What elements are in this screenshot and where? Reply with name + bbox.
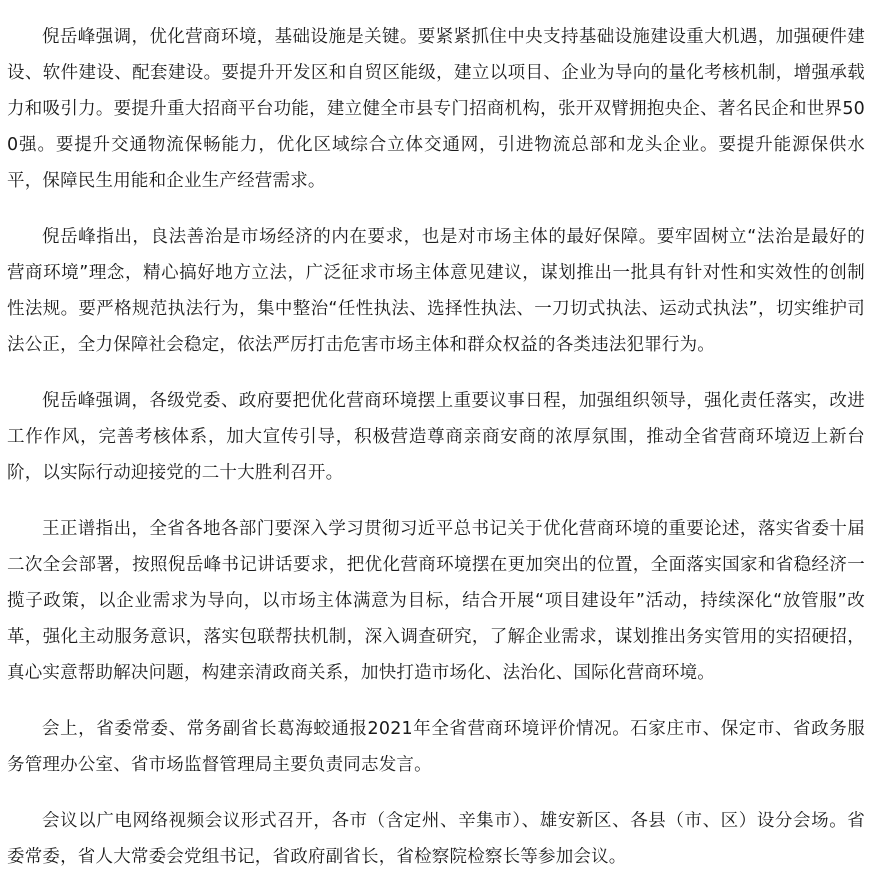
paragraph-infrastructure: 倪岳峰强调，优化营商环境，基础设施是关键。要紧紧抓住中央支持基础设施建设重大机遇，加强硬件建设、软件建设、配套建设。要提升开发区和自贸区能级，建立以项目、企业为导向的量化考核机制，增强承载力和吸引力。要提升重大招商平台功能，建立健全市县专门招商机构，张开双臂拥抱央企、著名民企和世界500强。要提升交通物流保畅能力，优化区域综合立体交通网，引进物流总部和龙头企业。要提升能源保供水平，保障民生用能和企业生产经营需求。 — [7, 27, 865, 191]
paragraph-meeting-report: 会上，省委常委、常务副省长葛海蛟通报2021年全省营商环境评价情况。石家庄市、保定市、省政务服务管理办公室、省市场监督管理局主要负责同志发言。 — [7, 719, 865, 775]
paragraph-rule-of-law: 倪岳峰指出，良法善治是市场经济的内在要求，也是对市场主体的最好保障。要牢固树立“法治是最好的营商环境”理念，精心搞好地方立法，广泛征求市场主体意见建议，谋划推出一批具有针对性和实效性的创制性法规。要严格规范执法行为，集中整治“任性执法、选择性执法、一刀切式执法、运动式执法”，切实维护司法公正，全力保障社会稳定，依法严厉打击危害市场主体和群众权益的各类违法犯罪行为。 — [7, 227, 865, 355]
paragraph-meeting-format: 会议以广电网络视频会议形式召开，各市（含定州、辛集市）、雄安新区、各县（市、区）设分会场。省委常委，省人大常委会党组书记，省政府副省长，省检察院检察长等参加会议。 — [7, 811, 865, 867]
paragraph-party-committees: 倪岳峰强调，各级党委、政府要把优化营商环境摆上重要议事日程，加强组织领导，强化责任落实，改进工作作风，完善考核体系，加大宣传引导，积极营造尊商亲商安商的浓厚氛围，推动全省营商环境迈上新台阶，以实际行动迎接党的二十大胜利召开。 — [7, 391, 865, 483]
paragraph-wang-zhengpu: 王正谱指出，全省各地各部门要深入学习贯彻习近平总书记关于优化营商环境的重要论述，落实省委十届二次全会部署，按照倪岳峰书记讲话要求，把优化营商环境摆在更加突出的位置，全面落实国家和省稳经济一揽子政策，以企业需求为导向，以市场主体满意为目标，结合开展“项目建设年”活动，持续深化“放管服”改革，强化主动服务意识，落实包联帮扶机制，深入调查研究，了解企业需求，谋划推出务实管用的实招硬招，真心实意帮助解决问题，构建亲清政商关系，加快打造市场化、法治化、国际化营商环境。 — [7, 519, 865, 683]
